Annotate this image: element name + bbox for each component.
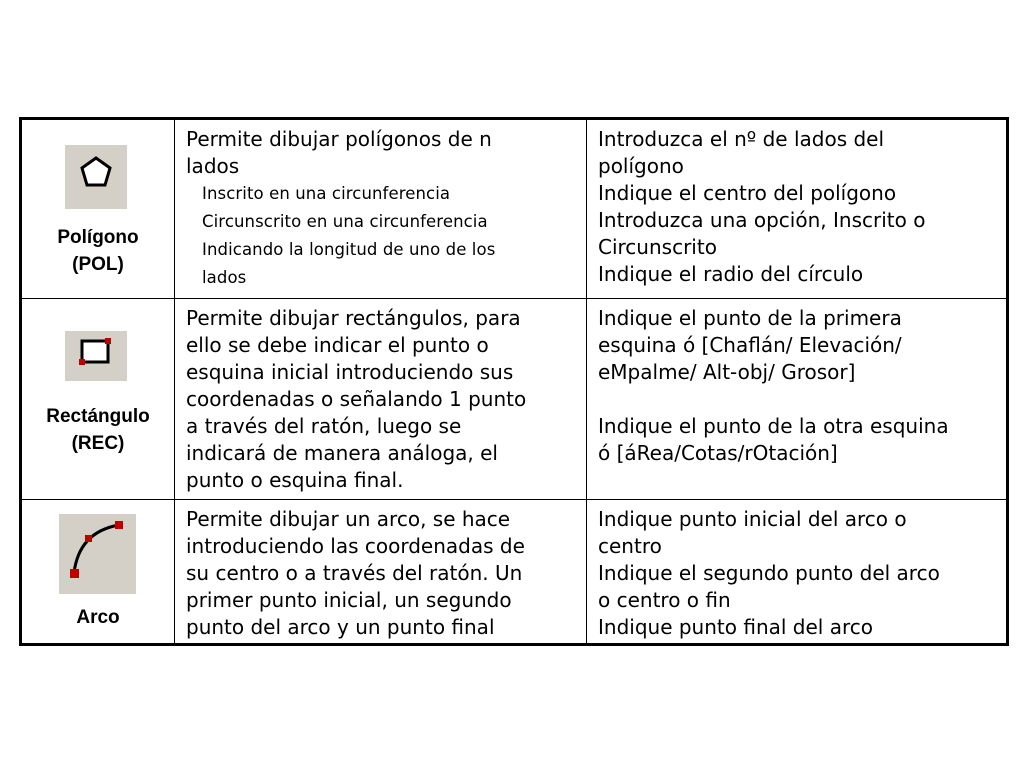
polygon-tool-icon [65, 145, 127, 209]
commands-table [19, 117, 1009, 646]
option-line: lados [202, 268, 247, 287]
description-line: punto o esquina final. [186, 468, 404, 492]
description-line: indicará de manera análoga, el [186, 441, 498, 465]
prompt-line: o centro o fin [598, 588, 731, 612]
description-line: esquina inicial introduciendo sus [186, 360, 514, 384]
prompt-line: centro [598, 534, 662, 558]
prompt-line: Introduzca el nº de lados del [598, 127, 885, 151]
table-row-polygon [21, 119, 1008, 299]
prompt-line: polígono [598, 154, 684, 178]
prompt-line: eMpalme/ Alt-obj/ Grosor] [598, 360, 856, 384]
prompt-line: Indique el punto de la primera [598, 306, 902, 330]
command-description-cell [175, 299, 587, 500]
command-icon-cell [21, 500, 175, 645]
command-name: Rectángulo (REC) [46, 406, 150, 454]
description-line: introduciendo las coordenadas de [186, 534, 525, 558]
prompt-line: esquina ó [Chaflán/ Elevación/ [598, 333, 902, 357]
table-row-rectangle [21, 299, 1008, 500]
option-line: Circunscrito en una circunferencia [202, 212, 488, 231]
option-line: Inscrito en una circunferencia [202, 184, 451, 203]
command-name: Polígono (POL) [57, 227, 139, 275]
command-description-cell [175, 119, 587, 299]
description-line: primer punto inicial, un segundo [186, 588, 512, 612]
description-line: su centro o a través del ratón. Un [186, 561, 523, 585]
prompt-line: Indique el radio del círculo [598, 262, 864, 286]
option-line: Indicando la longitud de uno de los [202, 240, 496, 259]
prompt-line: ó [áRea/Cotas/rOtación] [598, 441, 838, 465]
arc-tool-icon [59, 514, 136, 594]
description-line: Permite dibujar un arco, se hace [186, 507, 511, 531]
prompt-line: Circunscrito [598, 235, 717, 259]
command-name: Arco [76, 607, 120, 628]
prompt-line: Indique punto final del arco [598, 615, 873, 639]
description-line: Permite dibujar polígonos de n [186, 127, 492, 151]
prompt-line: Indique el centro del polígono [598, 181, 897, 205]
command-prompts-cell [587, 299, 1008, 500]
description-line: a través del ratón, luego se [186, 414, 462, 438]
command-icon-cell [21, 299, 175, 500]
command-icon-cell [21, 119, 175, 299]
prompt-line: Introduzca una opción, Inscrito o [598, 208, 926, 232]
description-line: lados [186, 154, 240, 178]
prompt-line: Indique punto inicial del arco o [598, 507, 907, 531]
prompt-line: Indique el segundo punto del arco [598, 561, 940, 585]
description-line: punto del arco y un punto final [186, 615, 495, 639]
command-description-cell [175, 500, 587, 645]
description-line: Permite dibujar rectángulos, para [186, 306, 521, 330]
rectangle-tool-icon [65, 331, 127, 381]
prompt-line: Indique el punto de la otra esquina [598, 414, 949, 438]
command-prompts-cell [587, 119, 1008, 299]
description-line: ello se debe indicar el punto o [186, 333, 489, 357]
description-line: coordenadas o señalando 1 punto [186, 387, 527, 411]
command-prompts-cell [587, 500, 1008, 645]
table-row-arc [21, 500, 1008, 645]
prompt-spacer [598, 386, 998, 413]
